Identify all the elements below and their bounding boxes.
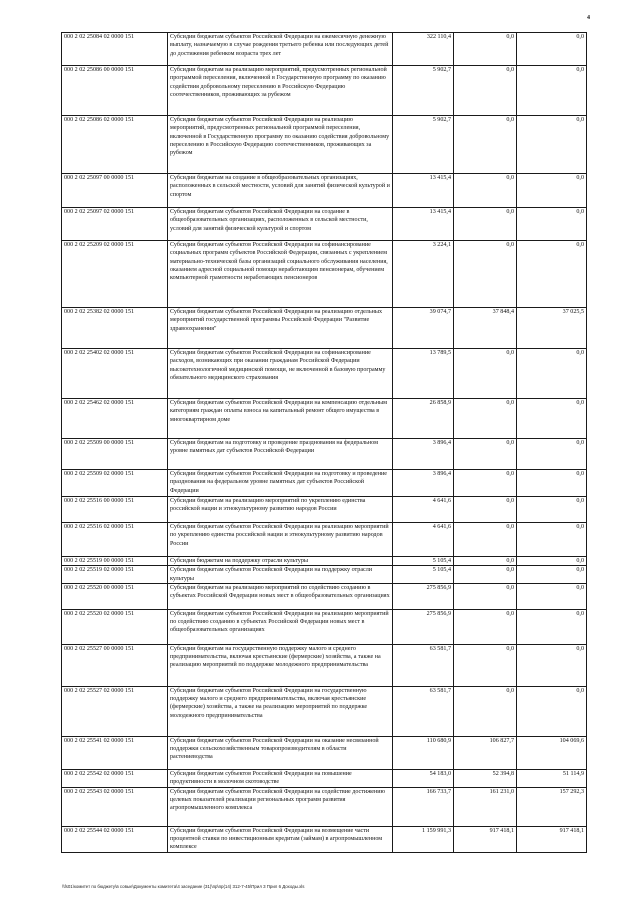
revenue-name-cell: Субсидии бюджетам субъектов Российской Федерации на реализацию мероприятий, предусмотренных региональной программой переселения, включенной в Государственную программу по оказанию содействия добровольному переселению в Российскую Федерацию соотечественников, проживающих за рубежом [168, 116, 393, 174]
amount-year3-cell: 0,0 [517, 566, 587, 584]
file-path-footer: \\fs01\комитет по бюджету\в совые\Документы комитета\4 заседание (31)\пр\пр(14) 312-7-45\Прил 3 Прил 6 Доходы.xls [62, 884, 305, 889]
revenue-name-cell: Субсидии бюджетам субъектов Российской Федерации на софинансирование социальных программ субъектов Российской Федерации, связанных с укреплением материально-технической базы организаций социального обслуживания населения, оказанием адресной социальной помощи неработающим пенсионерам, обучением компьютерной грамотности неработающих пенсионеров [168, 241, 393, 308]
budget-revenue-table [61, 32, 587, 853]
table-row [62, 174, 587, 208]
revenue-name-cell: Субсидии бюджетам субъектов Российской Федерации на возмещение части процентной ставки по инвестиционным кредитам (займам) в агропромышленном комплексе [168, 826, 393, 852]
revenue-name-cell: Субсидия бюджетам на поддержку отрасли культуры [168, 557, 393, 566]
revenue-name-cell: Субсидии бюджетам на подготовку и проведение празднования на федеральном уровне памятных дат субъектов Российской Федерации [168, 439, 393, 470]
budget-code-cell: 000 2 02 25519 02 0000 151 [62, 566, 168, 584]
amount-year2-cell: 0,0 [454, 66, 517, 116]
revenue-name-cell: Субсидии бюджетам субъектов Российской Федерации на реализацию мероприятий по содействию созданию в субъектах Российской Федерации новых мест в общеобразовательных организациях [168, 609, 393, 644]
budget-code-cell: 000 2 02 25462 02 0000 151 [62, 399, 168, 439]
budget-code-cell: 000 2 02 25543 02 0000 151 [62, 787, 168, 826]
table-row [62, 644, 587, 686]
amount-year1-cell: 39 074,7 [393, 308, 454, 349]
budget-code-cell: 000 2 02 25516 00 0000 151 [62, 497, 168, 523]
budget-code-cell: 000 2 02 25542 02 0000 151 [62, 769, 168, 787]
amount-year1-cell: 3 224,1 [393, 241, 454, 308]
revenue-name-cell: Субсидии бюджетам на реализацию мероприятий по укреплению единства российской нации и этнокультурному развитию народов России [168, 497, 393, 523]
amount-year1-cell: 63 581,7 [393, 644, 454, 686]
revenue-name-cell: Субсидии бюджетам субъектов Российской Федерации на оказание несвязанной поддержки сельскохозяйственным товаропроизводителям в области растениеводства [168, 736, 393, 769]
budget-code-cell: 000 2 02 25509 02 0000 151 [62, 470, 168, 497]
amount-year1-cell: 63 581,7 [393, 686, 454, 736]
amount-year1-cell: 5 105,4 [393, 566, 454, 584]
amount-year3-cell: 0,0 [517, 399, 587, 439]
table-row [62, 609, 587, 644]
table-row [62, 787, 587, 826]
amount-year3-cell: 0,0 [517, 241, 587, 308]
amount-year2-cell: 0,0 [454, 116, 517, 174]
amount-year3-cell: 0,0 [517, 609, 587, 644]
amount-year2-cell: 0,0 [454, 497, 517, 523]
amount-year2-cell: 0,0 [454, 566, 517, 584]
amount-year1-cell: 166 733,7 [393, 787, 454, 826]
revenue-name-cell: Субсидии бюджетам субъектов Российской Федерации на реализацию отдельных мероприятий государственной программы Российской Федерации "Развитие здравоохранения" [168, 308, 393, 349]
amount-year1-cell: 13 415,4 [393, 208, 454, 241]
table-row [62, 557, 587, 566]
revenue-name-cell: Субсидии бюджетам субъектов Российской Федерации на компенсацию отдельным категориям граждан оплаты взноса на капитальный ремонт общего имущества в многоквартирном доме [168, 399, 393, 439]
amount-year2-cell: 106 827,7 [454, 736, 517, 769]
amount-year3-cell: 0,0 [517, 33, 587, 66]
table-row [62, 116, 587, 174]
revenue-name-cell: Субсидии бюджетам субъектов Российской Федерации на реализацию мероприятий по укреплению единства российской нации и этнокультурному развитию народов России [168, 523, 393, 557]
budget-code-cell: 000 2 02 25520 00 0000 151 [62, 583, 168, 609]
table-row [62, 66, 587, 116]
amount-year2-cell: 0,0 [454, 557, 517, 566]
amount-year2-cell: 52 394,8 [454, 769, 517, 787]
budget-code-cell: 000 2 02 25520 02 0000 151 [62, 609, 168, 644]
amount-year2-cell: 0,0 [454, 523, 517, 557]
amount-year1-cell: 275 856,9 [393, 609, 454, 644]
revenue-name-cell: Субсидии бюджетам субъектов Российской Федерации на софинансирование расходов, возникающих при оказании гражданам Российской Федерации высокотехнологичной медицинской помощи, не включенной в базовую программу обязательного медицинского страхования [168, 349, 393, 399]
amount-year3-cell: 0,0 [517, 208, 587, 241]
revenue-name-cell: Субсидии бюджетам на создание в общеобразовательных организациях, расположенных в сельской местности, условий для занятий физической культурой и спортом [168, 174, 393, 208]
table-row [62, 241, 587, 308]
table-row [62, 826, 587, 852]
amount-year2-cell: 0,0 [454, 644, 517, 686]
amount-year3-cell: 0,0 [517, 686, 587, 736]
amount-year3-cell: 0,0 [517, 66, 587, 116]
amount-year3-cell: 157 292,3 [517, 787, 587, 826]
table-row [62, 497, 587, 523]
amount-year3-cell: 0,0 [517, 497, 587, 523]
table-row [62, 523, 587, 557]
revenue-name-cell: Субсидии бюджетам на реализацию мероприятий по содействию созданию в субъектах Российской Федерации новых мест в общеобразовательных организациях [168, 583, 393, 609]
amount-year3-cell: 37 025,5 [517, 308, 587, 349]
budget-code-cell: 000 2 02 25084 02 0000 151 [62, 33, 168, 66]
revenue-name-cell: Субсидии бюджетам на государственную поддержку малого и среднего предпринимательства, включая крестьянские (фермерские) хозяйства, а также на реализацию мероприятий по поддержке молодежного предпринимательства [168, 644, 393, 686]
amount-year3-cell: 51 114,9 [517, 769, 587, 787]
budget-code-cell: 000 2 02 25541 02 0000 151 [62, 736, 168, 769]
budget-code-cell: 000 2 02 25527 02 0000 151 [62, 686, 168, 736]
table-row [62, 33, 587, 66]
budget-code-cell: 000 2 02 25097 00 0000 151 [62, 174, 168, 208]
amount-year3-cell: 0,0 [517, 116, 587, 174]
amount-year2-cell: 0,0 [454, 208, 517, 241]
budget-code-cell: 000 2 02 25097 02 0000 151 [62, 208, 168, 241]
table-row [62, 769, 587, 787]
budget-code-cell: 000 2 02 25382 02 0000 151 [62, 308, 168, 349]
amount-year1-cell: 3 896,4 [393, 439, 454, 470]
amount-year1-cell: 275 856,9 [393, 583, 454, 609]
revenue-name-cell: Субсидии бюджетам субъектов Российской Федерации на повышение продуктивности в молочном скотоводстве [168, 769, 393, 787]
amount-year1-cell: 5 902,7 [393, 66, 454, 116]
amount-year2-cell: 0,0 [454, 439, 517, 470]
page-number: 4 [587, 15, 590, 21]
table-row [62, 399, 587, 439]
amount-year1-cell: 26 858,9 [393, 399, 454, 439]
table-row [62, 736, 587, 769]
amount-year2-cell: 0,0 [454, 583, 517, 609]
table-row [62, 439, 587, 470]
amount-year1-cell: 3 896,4 [393, 470, 454, 497]
revenue-name-cell: Субсидии бюджетам субъектов Российской Федерации на подготовку и проведение празднования на федеральном уровне памятных дат субъектов Российской Федерации [168, 470, 393, 497]
amount-year2-cell: 0,0 [454, 174, 517, 208]
amount-year1-cell: 110 680,9 [393, 736, 454, 769]
revenue-name-cell: Субсидии бюджетам субъектов Российской Федерации на ежемесячную денежную выплату, назначаемую в случае рождения третьего ребенка или последующих детей до достижения ребенком возраста трех лет [168, 33, 393, 66]
budget-code-cell: 000 2 02 25086 00 0000 151 [62, 66, 168, 116]
amount-year2-cell: 161 231,0 [454, 787, 517, 826]
amount-year2-cell: 0,0 [454, 609, 517, 644]
budget-code-cell: 000 2 02 25509 00 0000 151 [62, 439, 168, 470]
revenue-name-cell: Субсидии бюджетам на реализацию мероприятий, предусмотренных региональной программой переселения, включенной в Государственную программу по оказанию содействия добровольному переселению в Российскую Федерацию соотечественников, проживающих за рубежом [168, 66, 393, 116]
amount-year1-cell: 5 902,7 [393, 116, 454, 174]
amount-year2-cell: 0,0 [454, 686, 517, 736]
table-row [62, 686, 587, 736]
amount-year1-cell: 4 641,6 [393, 523, 454, 557]
amount-year3-cell: 0,0 [517, 523, 587, 557]
revenue-name-cell: Субсидии бюджетам субъектов Российской Федерации на содействие достижению целевых показателей реализации региональных программ развития агропромышленного комплекса [168, 787, 393, 826]
amount-year3-cell: 0,0 [517, 583, 587, 609]
amount-year1-cell: 4 641,6 [393, 497, 454, 523]
budget-code-cell: 000 2 02 25086 02 0000 151 [62, 116, 168, 174]
amount-year1-cell: 1 159 991,3 [393, 826, 454, 852]
amount-year2-cell: 0,0 [454, 33, 517, 66]
table-row [62, 566, 587, 584]
amount-year3-cell: 0,0 [517, 470, 587, 497]
budget-code-cell: 000 2 02 25544 02 0000 151 [62, 826, 168, 852]
amount-year2-cell: 37 848,4 [454, 308, 517, 349]
amount-year3-cell: 0,0 [517, 644, 587, 686]
table-row [62, 583, 587, 609]
amount-year1-cell: 5 105,4 [393, 557, 454, 566]
amount-year2-cell: 0,0 [454, 349, 517, 399]
amount-year3-cell: 0,0 [517, 349, 587, 399]
table-row [62, 208, 587, 241]
table-row [62, 470, 587, 497]
amount-year1-cell: 54 183,0 [393, 769, 454, 787]
amount-year3-cell: 917 418,1 [517, 826, 587, 852]
amount-year1-cell: 13 415,4 [393, 174, 454, 208]
amount-year1-cell: 322 110,4 [393, 33, 454, 66]
budget-code-cell: 000 2 02 25519 00 0000 151 [62, 557, 168, 566]
revenue-name-cell: Субсидии бюджетам субъектов Российской Федерации на поддержку отрасли культуры [168, 566, 393, 584]
table-row [62, 308, 587, 349]
amount-year2-cell: 0,0 [454, 241, 517, 308]
amount-year3-cell: 0,0 [517, 557, 587, 566]
amount-year3-cell: 0,0 [517, 439, 587, 470]
table-row [62, 349, 587, 399]
amount-year2-cell: 917 418,1 [454, 826, 517, 852]
budget-code-cell: 000 2 02 25516 02 0000 151 [62, 523, 168, 557]
revenue-name-cell: Субсидии бюджетам субъектов Российской Федерации на государственную поддержку малого и среднего предпринимательства, включая крестьянские (фермерские) хозяйства, а также на реализацию мероприятий по поддержке молодежного предпринимательства [168, 686, 393, 736]
budget-code-cell: 000 2 02 25527 00 0000 151 [62, 644, 168, 686]
amount-year3-cell: 104 069,6 [517, 736, 587, 769]
budget-code-cell: 000 2 02 25402 02 0000 151 [62, 349, 168, 399]
amount-year2-cell: 0,0 [454, 470, 517, 497]
amount-year3-cell: 0,0 [517, 174, 587, 208]
amount-year1-cell: 13 789,5 [393, 349, 454, 399]
amount-year2-cell: 0,0 [454, 399, 517, 439]
revenue-name-cell: Субсидии бюджетам субъектов Российской Федерации на создание в общеобразовательных организациях, расположенных в сельской местности, условий для занятий физической культурой и спортом [168, 208, 393, 241]
budget-code-cell: 000 2 02 25209 02 0000 151 [62, 241, 168, 308]
